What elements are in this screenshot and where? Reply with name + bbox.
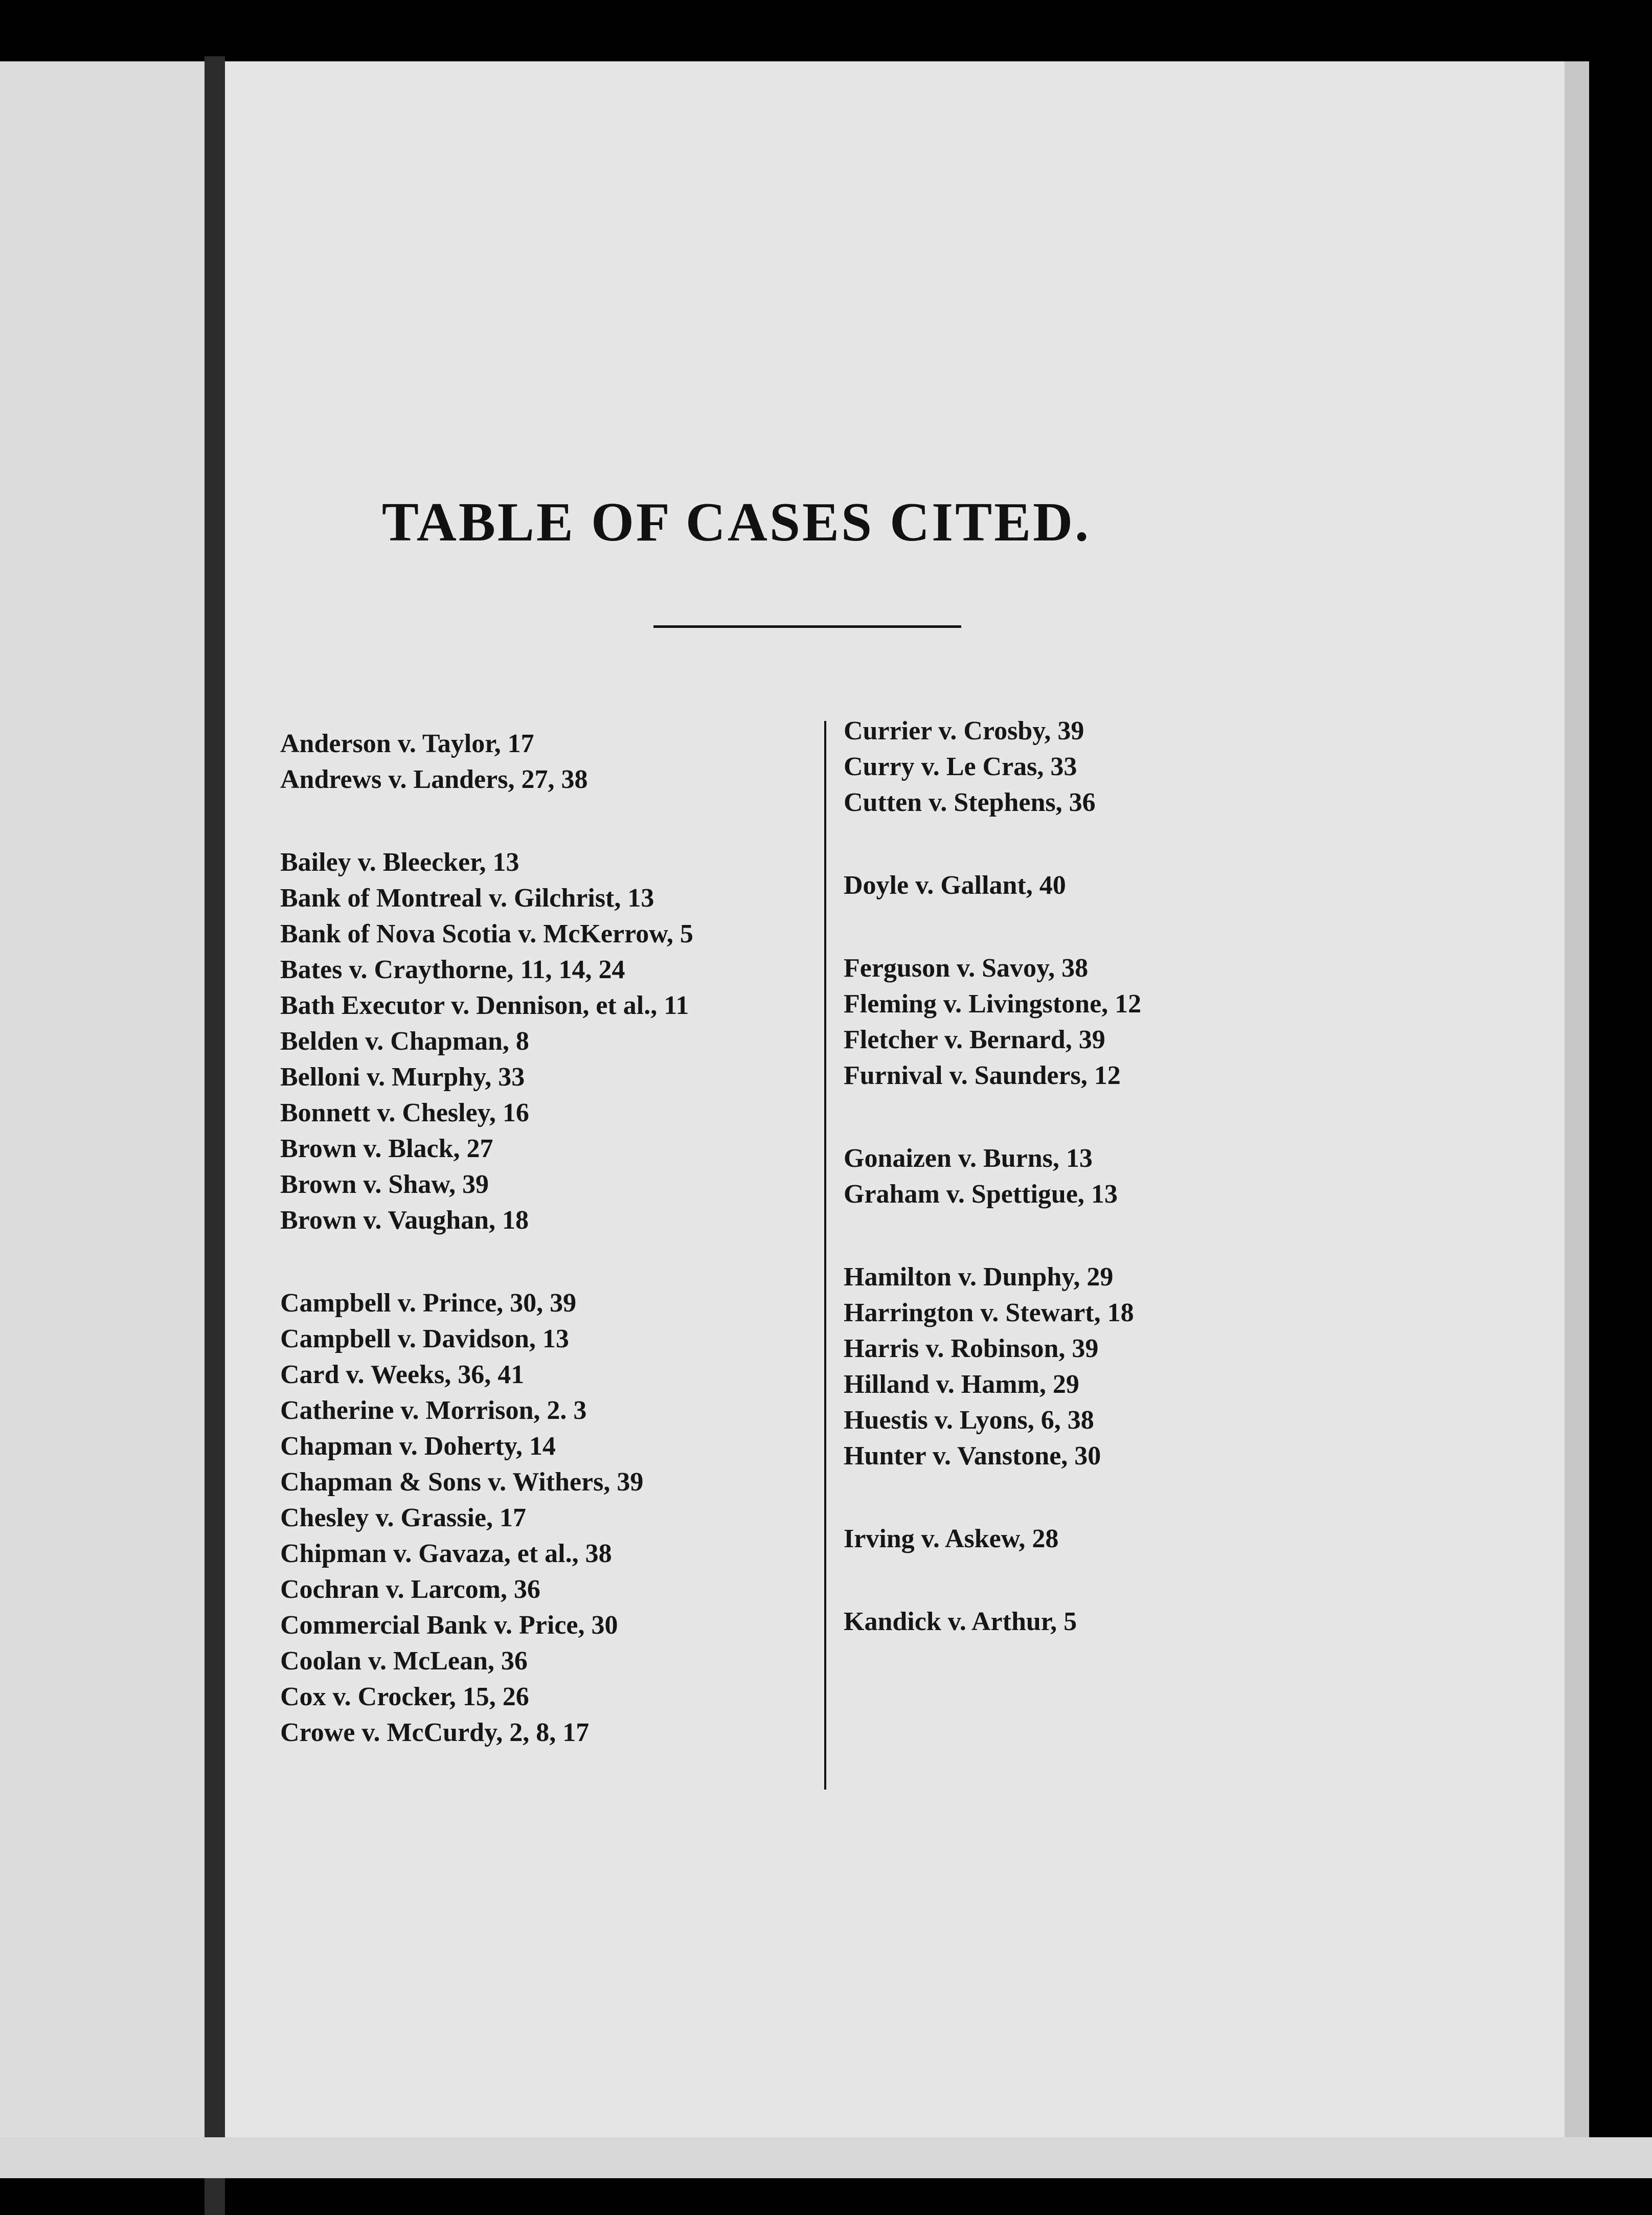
case-entry: Furnival v. Saunders, 12: [844, 1061, 1121, 1090]
cases-column-right: [844, 713, 1355, 1640]
case-entry: Anderson v. Taylor, 17: [280, 729, 534, 758]
case-entry: Crowe v. McCurdy, 2, 8, 17: [280, 1718, 590, 1747]
case-entry: Chesley v. Grassie, 17: [280, 1503, 526, 1532]
case-entry: Card v. Weeks, 36, 41: [280, 1360, 525, 1389]
case-entry: Doyle v. Gallant, 40: [844, 871, 1066, 900]
case-entry: Coolan v. McLean, 36: [280, 1646, 528, 1676]
case-entry: Curry v. Le Cras, 33: [844, 752, 1077, 781]
case-entry: Campbell v. Davidson, 13: [280, 1324, 569, 1353]
page-right-edge: [1565, 61, 1589, 2137]
case-entry: Bank of Nova Scotia v. McKerrow, 5: [280, 919, 693, 948]
case-entry: Harris v. Robinson, 39: [844, 1334, 1099, 1363]
facing-page-edge: [0, 61, 205, 2137]
title-rule: [653, 625, 961, 628]
case-entry: Hunter v. Vanstone, 30: [844, 1441, 1101, 1471]
case-group: [844, 1604, 1355, 1640]
case-group: [844, 1141, 1355, 1212]
case-entry: Kandick v. Arthur, 5: [844, 1607, 1077, 1636]
page-title: TABLE OF CASES CITED.: [381, 492, 1091, 553]
case-entry: Bates v. Craythorne, 11, 14, 24: [280, 955, 625, 984]
case-group: [280, 1285, 791, 1751]
case-entry: Bank of Montreal v. Gilchrist, 13: [280, 884, 654, 913]
case-entry: Chapman & Sons v. Withers, 39: [280, 1467, 644, 1497]
case-entry: Cochran v. Larcom, 36: [280, 1575, 540, 1604]
case-entry: Brown v. Vaughan, 18: [280, 1206, 529, 1235]
column-divider: [824, 721, 826, 1790]
case-entry: Belden v. Chapman, 8: [280, 1027, 529, 1056]
case-entry: Brown v. Shaw, 39: [280, 1170, 489, 1199]
case-entry: Currier v. Crosby, 39: [844, 716, 1084, 745]
case-entry: Ferguson v. Savoy, 38: [844, 954, 1089, 983]
case-entry: Fletcher v. Bernard, 39: [844, 1025, 1105, 1054]
case-entry: Chipman v. Gavaza, et al., 38: [280, 1539, 612, 1568]
case-group: [844, 713, 1355, 821]
case-entry: Brown v. Black, 27: [280, 1134, 493, 1163]
case-entry: Cox v. Crocker, 15, 26: [280, 1682, 529, 1711]
cases-column-left: [280, 726, 791, 1751]
case-group: [280, 726, 791, 798]
case-entry: Bonnett v. Chesley, 16: [280, 1098, 529, 1127]
case-group: [844, 951, 1355, 1094]
case-entry: Andrews v. Landers, 27, 38: [280, 765, 588, 794]
case-entry: Harrington v. Stewart, 18: [844, 1298, 1134, 1327]
case-entry: Hamilton v. Dunphy, 29: [844, 1262, 1114, 1292]
case-entry: Fleming v. Livingstone, 12: [844, 989, 1142, 1019]
case-entry: Cutten v. Stephens, 36: [844, 788, 1096, 817]
case-group: [844, 868, 1355, 903]
case-entry: Hilland v. Hamm, 29: [844, 1370, 1079, 1399]
case-entry: Huestis v. Lyons, 6, 38: [844, 1406, 1094, 1435]
case-entry: Campbell v. Prince, 30, 39: [280, 1289, 577, 1318]
case-group: [844, 1521, 1355, 1557]
case-group: [844, 1259, 1355, 1474]
case-entry: Chapman v. Doherty, 14: [280, 1432, 556, 1461]
case-group: [280, 845, 791, 1238]
page-bottom-edge: [0, 2137, 1652, 2178]
case-entry: Commercial Bank v. Price, 30: [280, 1611, 618, 1640]
case-entry: Graham v. Spettigue, 13: [844, 1180, 1118, 1209]
case-entry: Belloni v. Murphy, 33: [280, 1063, 525, 1092]
case-entry: Bath Executor v. Dennison, et al., 11: [280, 991, 689, 1020]
binding-gutter: [205, 56, 225, 2215]
case-entry: Gonaizen v. Burns, 13: [844, 1144, 1093, 1173]
case-entry: Catherine v. Morrison, 2. 3: [280, 1396, 587, 1425]
case-entry: Irving v. Askew, 28: [844, 1524, 1059, 1553]
case-entry: Bailey v. Bleecker, 13: [280, 848, 519, 877]
